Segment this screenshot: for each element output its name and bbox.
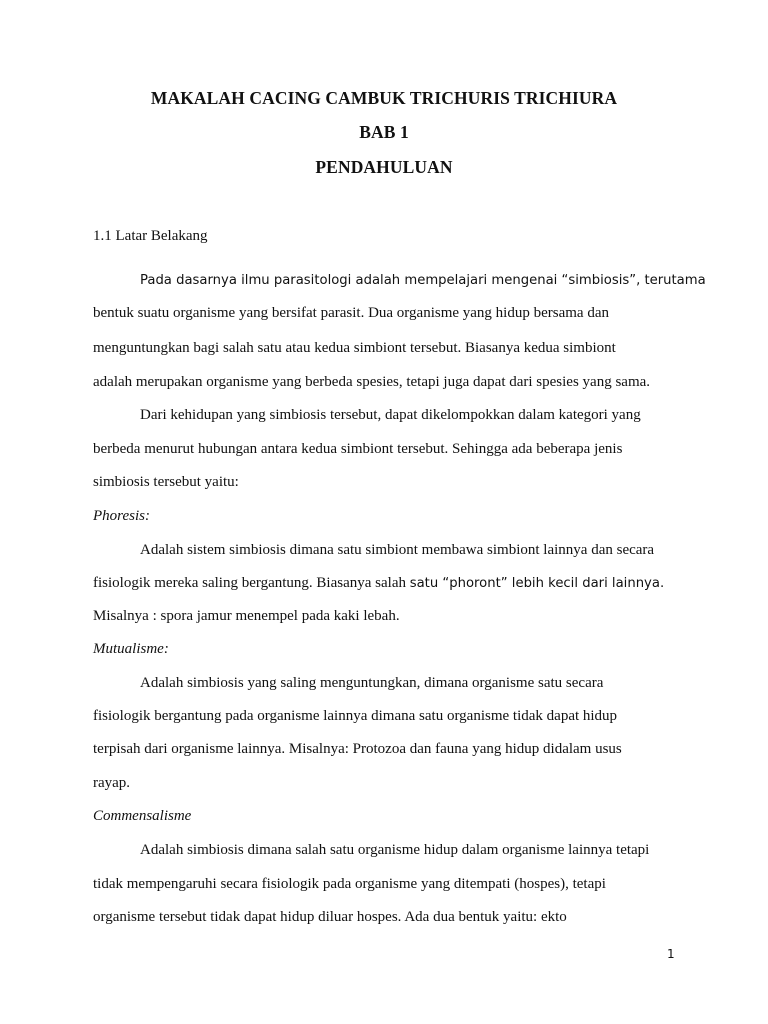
mutualisme-heading: Mutualisme: <box>93 641 169 657</box>
paragraph-line: simbiosis tersebut yaitu: <box>93 474 239 490</box>
chapter-title: PENDAHULUAN <box>315 157 453 177</box>
paragraph-line: tidak mempengaruhi secara fisiologik pada organisme yang ditempati (hospes), tetapi <box>93 876 606 892</box>
paragraph-line: Misalnya : spora jamur menempel pada kaki lebah. <box>93 608 400 624</box>
paragraph-segment: fisiologik mereka saling bergantung. Biasanya salah <box>93 575 406 591</box>
paragraph-line: rayap. <box>93 775 131 791</box>
paragraph-line: fisiologik bergantung pada organisme lainnya dimana satu organisme tidak dapat hidup <box>93 708 618 724</box>
phoresis-heading: Phoresis: <box>93 508 150 524</box>
paragraph-line: Adalah sistem simbiosis dimana satu simbiont membawa simbiont lainnya dan secara <box>140 542 655 558</box>
chapter-label: BAB 1 <box>359 122 409 142</box>
commensalisme-heading: Commensalisme <box>93 808 192 824</box>
paragraph-line: adalah merupakan organisme yang berbeda spesies, tetapi juga dapat dari spesies yang sama. <box>93 374 651 390</box>
paragraph-line: Pada dasarnya ilmu parasitologi adalah mempelajari mengenai “simbiosis”, terutama <box>140 273 706 288</box>
page-number: 1 <box>667 947 675 961</box>
paragraph-segment: satu “phoront” lebih kecil dari lainnya. <box>409 576 665 591</box>
paragraph-line: terpisah dari organisme lainnya. Misalnya: Protozoa dan fauna yang hidup didalam usus <box>93 741 622 757</box>
document-title: MAKALAH CACING CAMBUK TRICHURIS TRICHIURA <box>150 88 618 108</box>
paragraph-line: Adalah simbiosis yang saling menguntungkan, dimana organisme satu secara <box>140 675 604 691</box>
section-heading: 1.1 Latar Belakang <box>93 228 208 244</box>
paragraph-line: menguntungkan bagi salah satu atau kedua simbiont tersebut. Biasanya kedua simbiont <box>93 340 616 356</box>
paragraph-line: bentuk suatu organisme yang bersifat parasit. Dua organisme yang hidup bersama dan <box>93 305 609 321</box>
paragraph-line: Adalah simbiosis dimana salah satu organisme hidup dalam organisme lainnya tetapi <box>140 842 650 858</box>
paragraph-line: Dari kehidupan yang simbiosis tersebut, dapat dikelompokkan dalam kategori yang <box>140 407 641 423</box>
paragraph-line <box>93 575 664 592</box>
paragraph-line: organisme tersebut tidak dapat hidup diluar hospes. Ada dua bentuk yaitu: ekto <box>93 909 567 925</box>
paragraph-line: berbeda menurut hubungan antara kedua simbiont tersebut. Sehingga ada beberapa jenis <box>93 441 623 457</box>
